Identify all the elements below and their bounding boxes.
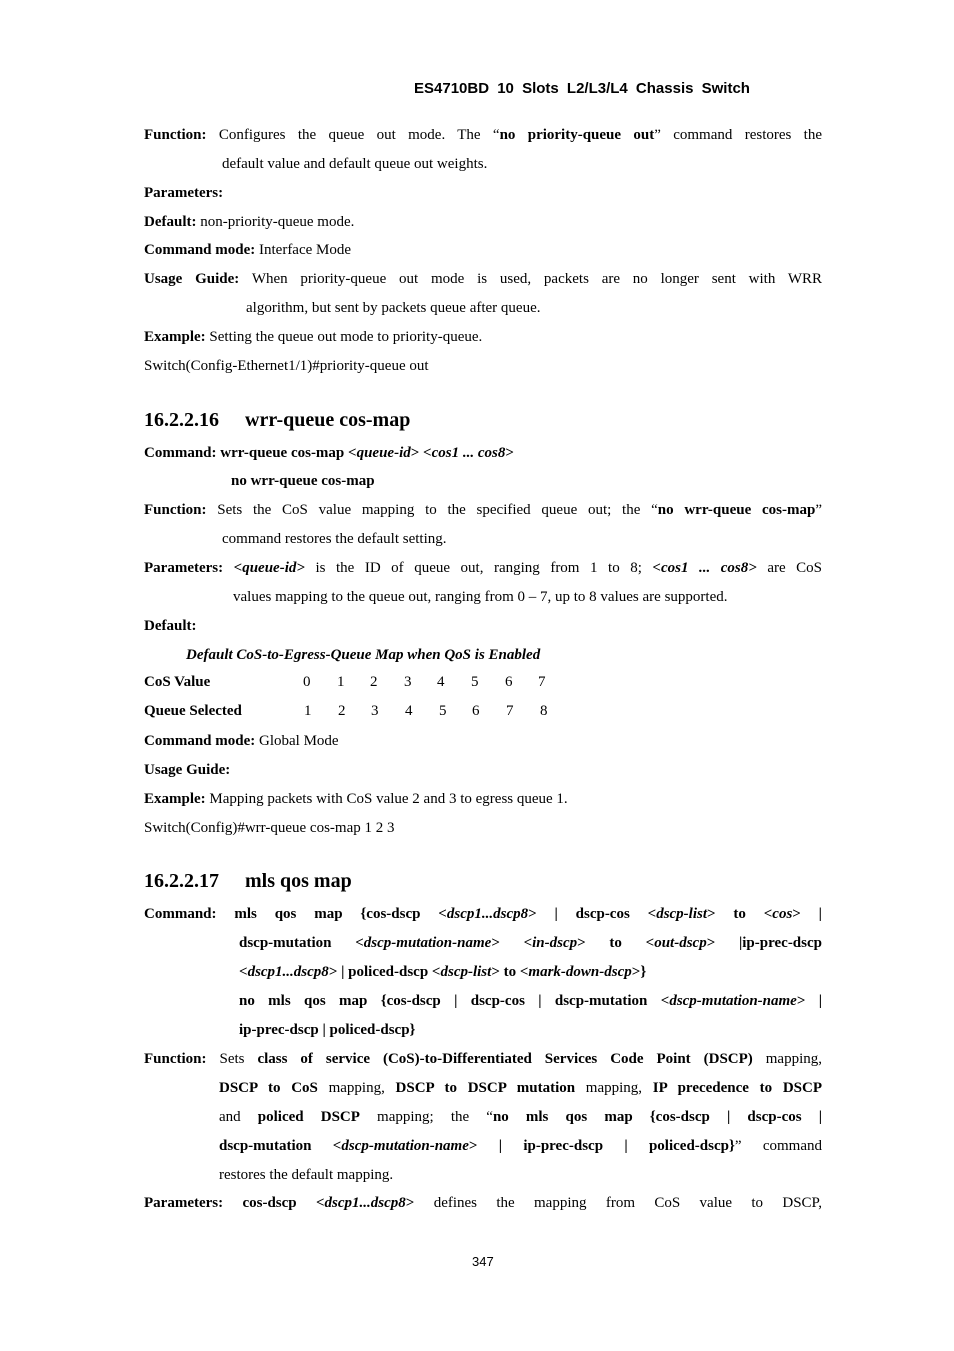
- table-cell: 7: [538, 674, 546, 690]
- example-command: Switch(Config)#wrr-queue cos-map 1 2 3: [144, 820, 395, 836]
- table-cell: 5: [471, 674, 479, 690]
- function-line-1: Function: Sets class of service (CoS)-to-Differentiated Services Code Point (DSCP) mapping,: [144, 1051, 823, 1067]
- table-cell: 6: [505, 674, 513, 690]
- example-command: Switch(Config-Ethernet1/1)#priority-queue out: [144, 358, 429, 374]
- default-line: Default: non-priority-queue mode.: [144, 214, 355, 230]
- command-line-2: dscp-mutation <dscp-mutation-name> <in-dscp> to <out-dscp> |ip-prec-dscp: [239, 935, 822, 951]
- table-cell: 7: [506, 703, 514, 719]
- function-line: Function: Sets the CoS value mapping to the specified queue out; the “no wrr-queue cos-map”: [144, 502, 822, 518]
- no-command-line-2: ip-prec-dscp | policed-dscp}: [239, 1022, 416, 1038]
- function-line: Function: Configures the queue out mode. The “no priority-queue out” command restores the: [144, 127, 822, 143]
- section-heading-mls-qos-map: 16.2.2.17 mls qos map: [144, 870, 352, 892]
- parameters-line: Parameters: cos-dscp <dscp1...dscp8> defines the mapping from CoS value to DSCP,: [144, 1195, 822, 1211]
- table-cell: 1: [304, 703, 312, 719]
- table-row-label-cos: CoS Value: [144, 674, 211, 690]
- page-number: 347: [472, 1254, 494, 1269]
- parameters-continuation: values mapping to the queue out, ranging from 0 – 7, up to 8 values are supported.: [233, 589, 728, 605]
- function-continuation: command restores the default setting.: [222, 531, 447, 547]
- function-label: Function:: [144, 127, 207, 143]
- table-cell: 6: [472, 703, 480, 719]
- table-cell: 2: [370, 674, 378, 690]
- example-line: Example: Setting the queue out mode to priority-queue.: [144, 329, 483, 345]
- function-line-3: and policed DSCP mapping; the “no mls qos map {cos-dscp | dscp-cos |: [219, 1109, 822, 1125]
- table-cell: 4: [437, 674, 445, 690]
- table-cell: 0: [303, 674, 311, 690]
- no-command-line-1: no mls qos map {cos-dscp | dscp-cos | dscp-mutation <dscp-mutation-name> |: [239, 993, 823, 1009]
- table-cell: 4: [405, 703, 413, 719]
- command-mode-line: Command mode: Global Mode: [144, 733, 339, 749]
- usage-guide-label: Usage Guide:: [144, 762, 231, 778]
- function-continuation: default value and default queue out weights.: [222, 156, 488, 172]
- usage-guide-continuation: algorithm, but sent by packets queue after queue.: [246, 300, 541, 316]
- command-line: Command: wrr-queue cos-map <queue-id> <cos1 ... cos8>: [144, 445, 514, 461]
- page-header: ES4710BD 10 Slots L2/L3/L4 Chassis Switch: [414, 80, 750, 97]
- function-line-2: DSCP to CoS mapping, DSCP to DSCP mutation mapping, IP precedence to DSCP: [219, 1080, 822, 1096]
- function-line-4: dscp-mutation <dscp-mutation-name> | ip-prec-dscp | policed-dscp}” command: [219, 1138, 822, 1154]
- command-mode-line: Command mode: Interface Mode: [144, 242, 352, 258]
- no-command-line: no wrr-queue cos-map: [231, 473, 375, 489]
- table-cell: 1: [337, 674, 345, 690]
- command-line-3: <dscp1...dscp8> | policed-dscp <dscp-list> to <mark-down-dscp>}: [239, 964, 647, 980]
- table-cell: 5: [439, 703, 447, 719]
- function-line-5: restores the default mapping.: [219, 1167, 394, 1183]
- command-line-1: Command: mls qos map {cos-dscp <dscp1...dscp8> | dscp-cos <dscp-list> to <cos> |: [144, 906, 822, 922]
- table-row-label-queue: Queue Selected: [144, 703, 242, 719]
- parameters-label: Parameters:: [144, 185, 224, 201]
- section-heading-wrr-queue: 16.2.2.16 wrr-queue cos-map: [144, 409, 411, 431]
- table-cell: 3: [371, 703, 379, 719]
- table-cell: 2: [338, 703, 346, 719]
- table-cell: 8: [540, 703, 548, 719]
- table-title: Default CoS-to-Egress-Queue Map when QoS is Enabled: [186, 647, 541, 663]
- table-cell: 3: [404, 674, 412, 690]
- usage-guide-line: Usage Guide: When priority-queue out mode is used, packets are no longer sent with WRR: [144, 271, 823, 287]
- default-label: Default:: [144, 618, 197, 634]
- example-line: Example: Mapping packets with CoS value 2 and 3 to egress queue 1.: [144, 791, 568, 807]
- parameters-line: Parameters: <queue-id> is the ID of queue out, ranging from 1 to 8; <cos1 ... cos8> are CoS: [144, 560, 823, 576]
